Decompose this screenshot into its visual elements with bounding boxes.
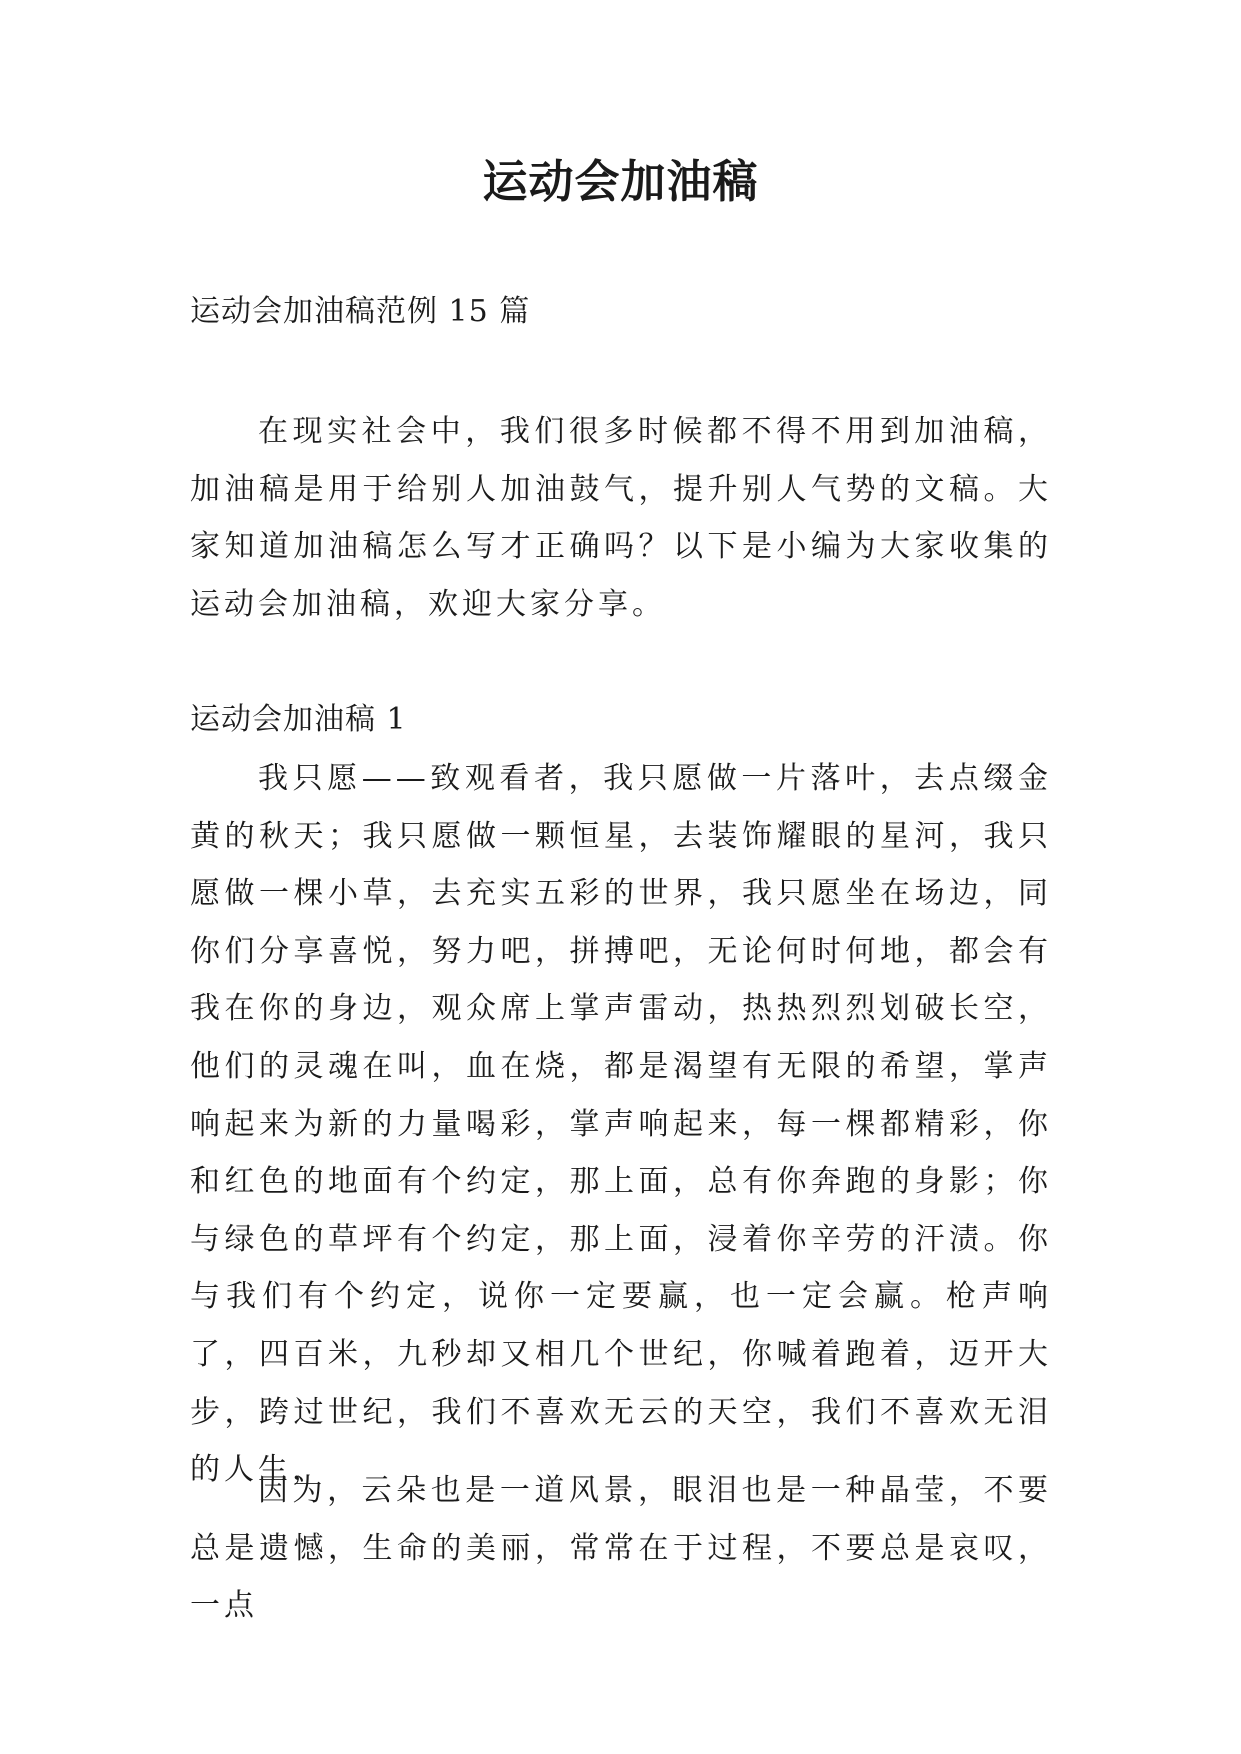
essay-paragraph: 因为，云朵也是一道风景，眼泪也是一种晶莹，不要总是遗憾，生命的美丽，常常在于过程，不要总是哀叹，一点 [190,1473,1052,1624]
section-heading: 运动会加油稿 1 [190,702,407,737]
intro-paragraph: 在现实社会中，我们很多时候都不得不用到加油稿，加油稿是用于给别人加油鼓气，提升别人气势的文稿。大家知道加油稿怎么写才正确吗？以下是小编为大家收集的运动会加油稿，欢迎大家分享。 [190,414,1052,622]
document-subtitle: 运动会加油稿范例 15 篇 [190,294,531,329]
essay-paragraph: 我只愿——致观看者，我只愿做一片落叶，去点缀金黄的秋天；我只愿做一颗恒星，去装饰耀眼的星河，我只愿做一棵小草，去充实五彩的世界，我只愿坐在场边，同你们分享喜悦，努力吧，拼搏吧，无论何时何地，都会有我在你的身边，观众席上掌声雷动，热热烈烈划破长空，他们的灵魂在叫，血在烧，都是渴望有无限的希望，掌声响起来为新的力量喝彩，掌声响起来，每一棵都精彩，你和红色的地面有个约定，那上面，总有你奔跑的身影；你与绿色的草坪有个约定，那上面，浸着你辛劳的汗渍。你与我们有个约定，说你一定要赢，也一定会赢。枪声响了，四百米，九秒却又相几个世纪，你喊着跑着，迈开大步，跨过世纪，我们不喜欢无云的天空，我们不喜欢无泪的人生， [190,761,1052,1488]
document-title: 运动会加油稿 [482,155,759,208]
